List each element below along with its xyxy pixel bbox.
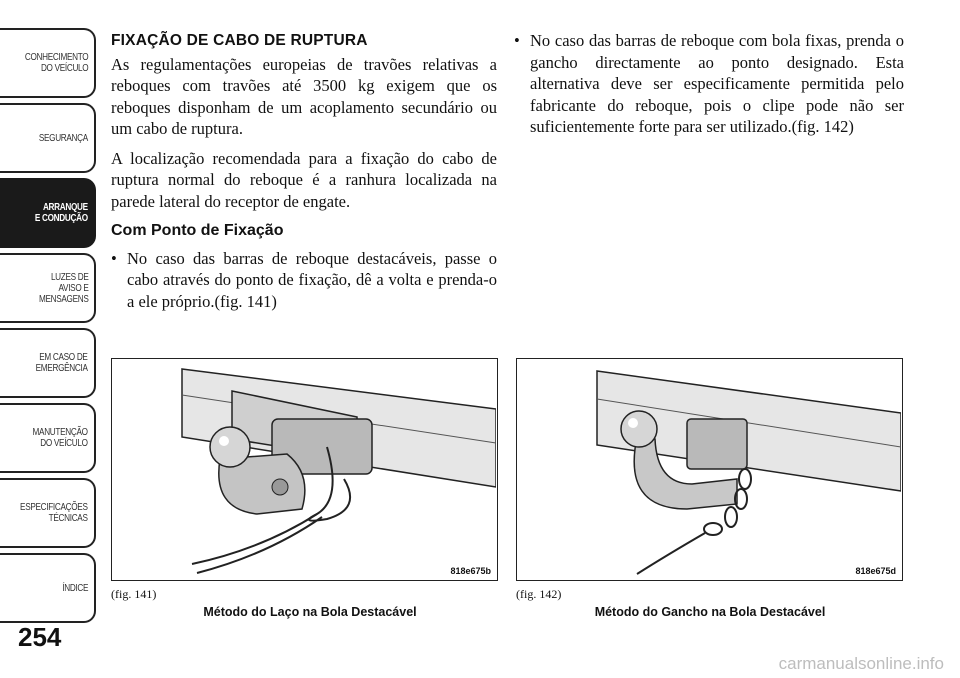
tab-em-caso-de-emergencia[interactable] <box>0 328 96 398</box>
figure-caption: Método do Gancho na Bola Destacável <box>594 605 826 619</box>
tab-luzes-de-aviso[interactable] <box>0 253 96 323</box>
tab-label: ÍNDICE <box>62 581 88 594</box>
figure-loop-method <box>111 358 498 581</box>
tab-conhecimento-do-veiculo[interactable] <box>0 28 96 98</box>
tab-label: CONHECIMENTO DO VEÍCULO <box>24 51 88 74</box>
tab-indice[interactable] <box>0 553 96 623</box>
tab-label: EM CASO DE EMERGÊNCIA <box>36 351 88 374</box>
tab-especificacoes-tecnicas[interactable] <box>0 478 96 548</box>
left-column <box>111 30 497 312</box>
figure-ref: (fig. 142) <box>516 587 562 601</box>
tow-bar-hook-illustration <box>517 359 901 579</box>
tab-manutencao-do-veiculo[interactable] <box>0 403 96 473</box>
tab-label: ESPECIFICAÇÕES TÉCNICAS <box>20 501 88 524</box>
bullet-text: No caso das barras de reboque destacáveis, passe o cabo através do ponto de fixação, dê a volta e prenda-o a ele próprio.(fig. 141) <box>127 248 497 311</box>
tab-label: ARRANQUE E CONDUÇÃO <box>35 201 88 224</box>
figure-ref: (fig. 141) <box>111 587 157 601</box>
tow-bar-loop-illustration <box>112 359 496 579</box>
bullet-dot: • <box>514 31 520 50</box>
figure-hook-method <box>516 358 903 581</box>
right-column <box>514 30 904 138</box>
figure-code: 818e675d <box>855 566 896 576</box>
paragraph-location: A localização recomendada para a fixação do cabo de ruptura normal do reboque é a ranhura localizada na parede lateral do receptor de engate. <box>111 148 497 211</box>
section-heading: FIXAÇÃO DE CABO DE RUPTURA <box>111 32 368 49</box>
figure-code: 818e675b <box>450 566 491 576</box>
bullet-item <box>514 30 904 138</box>
tab-seguranca[interactable] <box>0 103 96 173</box>
bullet-item <box>111 248 497 313</box>
bullet-dot: • <box>111 248 117 268</box>
subheading-attachment-point: Com Ponto de Fixação <box>111 222 284 239</box>
figure-caption: Método do Laço na Bola Destacável <box>203 605 417 619</box>
paragraph-regulations: As regulamentações europeias de travões relativas a reboques com travões até 3500 kg exigem que os reboques disponham de um acoplamento secundário ou um cabo de ruptura. <box>111 54 497 138</box>
page-number: 254 <box>18 622 62 652</box>
bullet-text: No caso das barras de reboque com bola fixas, prenda o gancho directamente ao ponto designado. Esta alternativa deve ser especificamente permitida pelo fabricante do reboque, pois o clipe pode não ser suficientemente forte para ser utilizado.(fig. 142) <box>530 31 904 136</box>
tab-label: MANUTENÇÃO DO VEÍCULO <box>32 426 88 449</box>
tab-label: SEGURANÇA <box>38 131 88 144</box>
tab-arranque-e-conducao[interactable] <box>0 178 96 248</box>
tab-label: LUZES DE AVISO E MENSAGENS <box>38 270 88 305</box>
watermark: carmanualsonline.info <box>778 654 944 673</box>
